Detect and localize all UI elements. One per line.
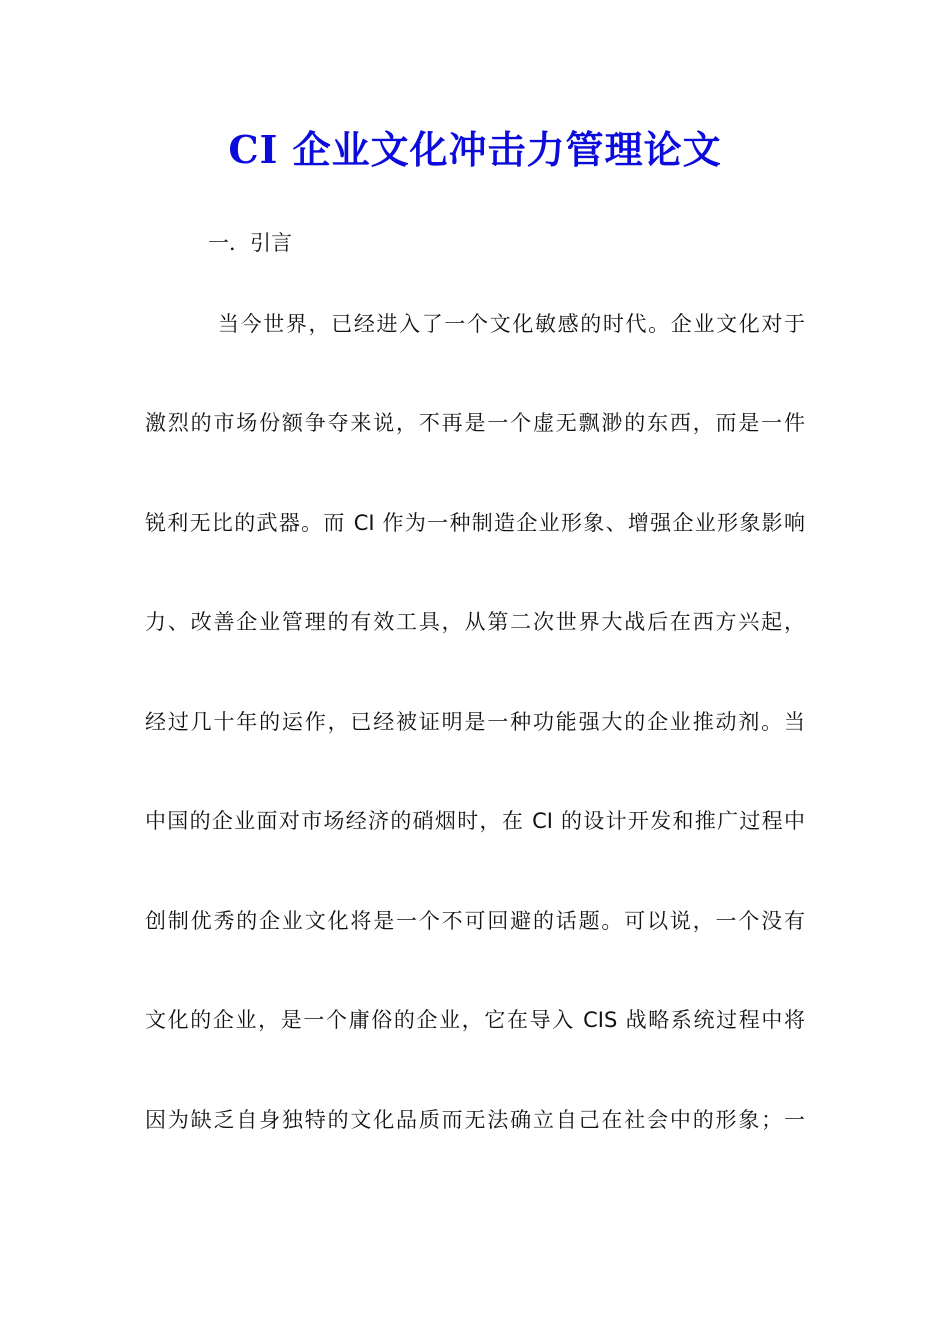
paragraph-line: 创制优秀的企业文化将是一个不可回避的话题。可以说，一个没有 bbox=[145, 909, 805, 933]
paragraph-line: 锐利无比的武器。而 CI 作为一种制造企业形象、增强企业形象影响 bbox=[145, 511, 805, 535]
paragraph-line: 因为缺乏自身独特的文化品质而无法确立自己在社会中的形象；一 bbox=[145, 1108, 805, 1132]
section-heading-introduction: 一．引言 bbox=[208, 231, 292, 255]
paragraph-line: 当今世界，已经进入了一个文化敏感的时代。企业文化对于 bbox=[218, 312, 805, 336]
document-title: CI 企业文化冲击力管理论文 bbox=[228, 127, 722, 172]
paragraph-line: 力、改善企业管理的有效工具，从第二次世界大战后在西方兴起， bbox=[145, 610, 805, 634]
paragraph-line: 文化的企业，是一个庸俗的企业，它在导入 CIS 战略系统过程中将 bbox=[145, 1008, 805, 1032]
paragraph-line: 经过几十年的运作，已经被证明是一种功能强大的企业推动剂。当 bbox=[145, 710, 805, 734]
paragraph-line: 中国的企业面对市场经济的硝烟时，在 CI 的设计开发和推广过程中 bbox=[145, 809, 805, 833]
paragraph-line: 激烈的市场份额争夺来说，不再是一个虚无飘渺的东西，而是一件 bbox=[145, 411, 805, 435]
